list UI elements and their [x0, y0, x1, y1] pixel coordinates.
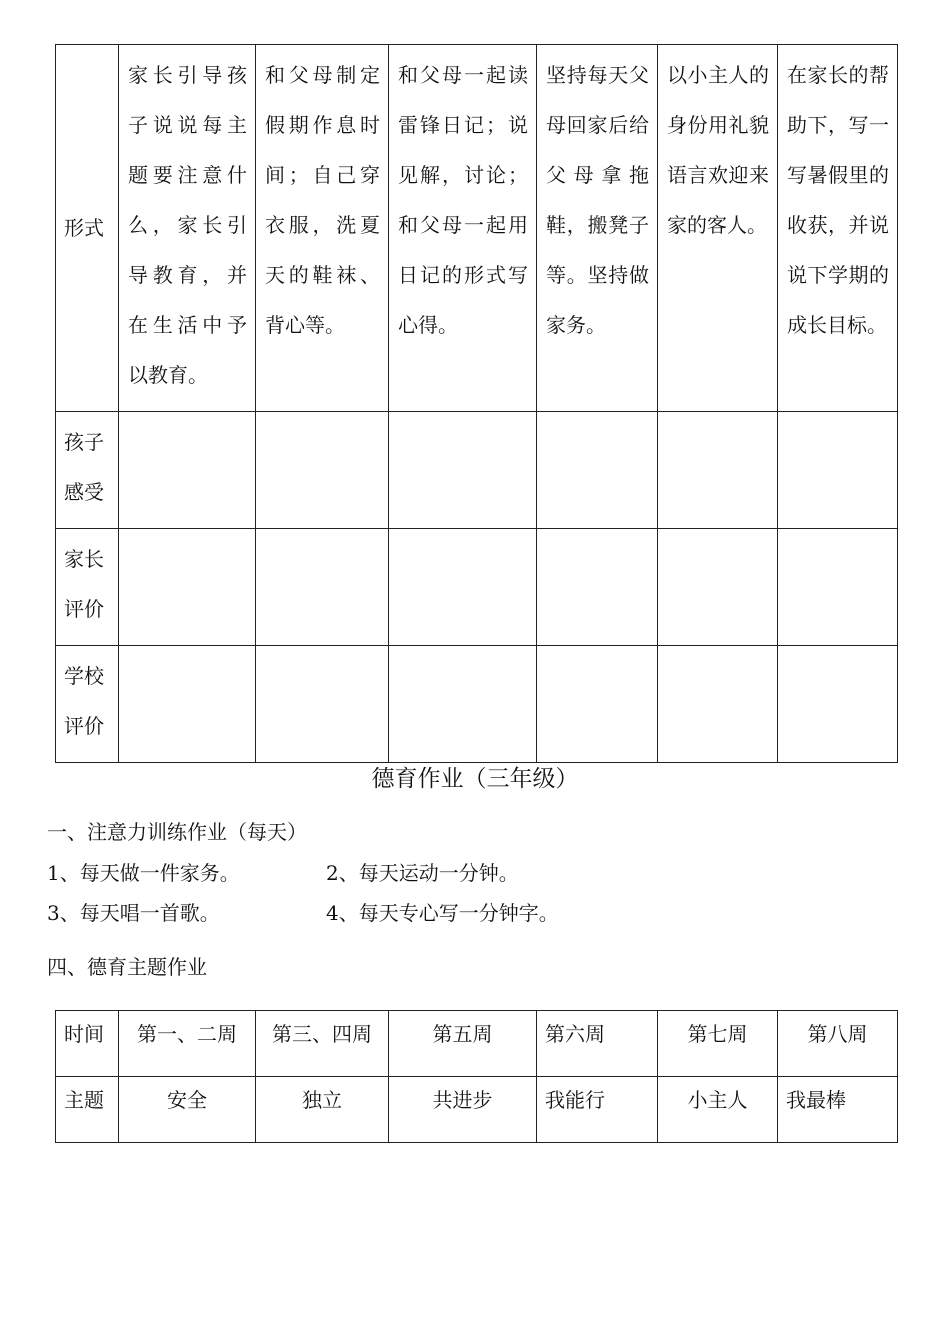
form-cell: 家长引导孩子说说每主题要注意什么，家长引导教育，并在生活中予以教育。 [119, 45, 256, 412]
theme-schedule-table [55, 1010, 898, 1143]
theme-cell: 安全 [119, 1077, 256, 1143]
row-label-line: 孩子 [64, 430, 104, 454]
task-item: 1、每天做一件家务。 [47, 861, 240, 885]
empty-cell[interactable] [537, 529, 658, 646]
empty-cell[interactable] [778, 529, 898, 646]
theme-cell: 我最棒 [778, 1077, 898, 1143]
empty-cell[interactable] [389, 646, 537, 763]
empty-cell[interactable] [119, 646, 256, 763]
empty-cell[interactable] [537, 646, 658, 763]
task-item: 4、每天专心写一分钟字。 [326, 901, 559, 925]
part1-heading: 一、注意力训练作业（每天） [47, 820, 307, 844]
theme-cell: 小主人 [658, 1077, 778, 1143]
row-label-line: 感受 [64, 480, 104, 504]
part4-heading: 四、德育主题作业 [47, 955, 207, 979]
week-header: 第三、四周 [256, 1011, 389, 1077]
empty-cell[interactable] [778, 646, 898, 763]
row-label-line: 家长 [64, 547, 104, 571]
form-cell: 以小主人的身份用礼貌语言欢迎来家的客人。 [658, 45, 778, 412]
table-row [56, 529, 898, 646]
empty-cell[interactable] [389, 529, 537, 646]
table-row [56, 646, 898, 763]
form-cell: 和父母制定假期作息时间；自己穿衣服，洗夏天的鞋袜、背心等。 [256, 45, 389, 412]
empty-cell[interactable] [778, 412, 898, 529]
week-header: 第五周 [389, 1011, 537, 1077]
empty-cell[interactable] [537, 412, 658, 529]
form-cell: 在家长的帮助下，写一写暑假里的收获，并说说下学期的成长目标。 [778, 45, 898, 412]
empty-cell[interactable] [256, 529, 389, 646]
table-row [56, 1011, 898, 1077]
empty-cell[interactable] [658, 412, 778, 529]
theme-cell: 我能行 [537, 1077, 658, 1143]
row-label-line: 学校 [64, 664, 104, 688]
empty-cell[interactable] [658, 646, 778, 763]
form-cell: 和父母一起读雷锋日记；说见解，讨论；和父母一起用日记的形式写心得。 [389, 45, 537, 412]
empty-cell[interactable] [389, 412, 537, 529]
table-row [56, 1077, 898, 1143]
row-label-theme: 主题 [56, 1077, 119, 1143]
row-label-line: 评价 [64, 714, 104, 738]
header-label-time: 时间 [56, 1011, 119, 1077]
activity-plan-table [55, 44, 898, 763]
row-label-line: 评价 [64, 597, 104, 621]
empty-cell[interactable] [256, 646, 389, 763]
empty-cell[interactable] [119, 412, 256, 529]
table-row [56, 45, 898, 412]
theme-cell: 共进步 [389, 1077, 537, 1143]
task-item: 3、每天唱一首歌。 [47, 901, 220, 925]
empty-cell[interactable] [658, 529, 778, 646]
row-label-form: 形式 [56, 45, 119, 412]
form-cell: 坚持每天父母回家后给父母拿拖鞋，搬凳子等。坚持做家务。 [537, 45, 658, 412]
row-label-child-feeling [56, 412, 119, 529]
week-header: 第一、二周 [119, 1011, 256, 1077]
week-header: 第六周 [537, 1011, 658, 1077]
section-title: 德育作业（三年级） [371, 766, 579, 792]
row-label-school-eval [56, 646, 119, 763]
week-header: 第七周 [658, 1011, 778, 1077]
theme-cell: 独立 [256, 1077, 389, 1143]
task-item: 2、每天运动一分钟。 [326, 861, 519, 885]
week-header: 第八周 [778, 1011, 898, 1077]
table-row [56, 412, 898, 529]
row-label-parent-eval [56, 529, 119, 646]
empty-cell[interactable] [256, 412, 389, 529]
empty-cell[interactable] [119, 529, 256, 646]
